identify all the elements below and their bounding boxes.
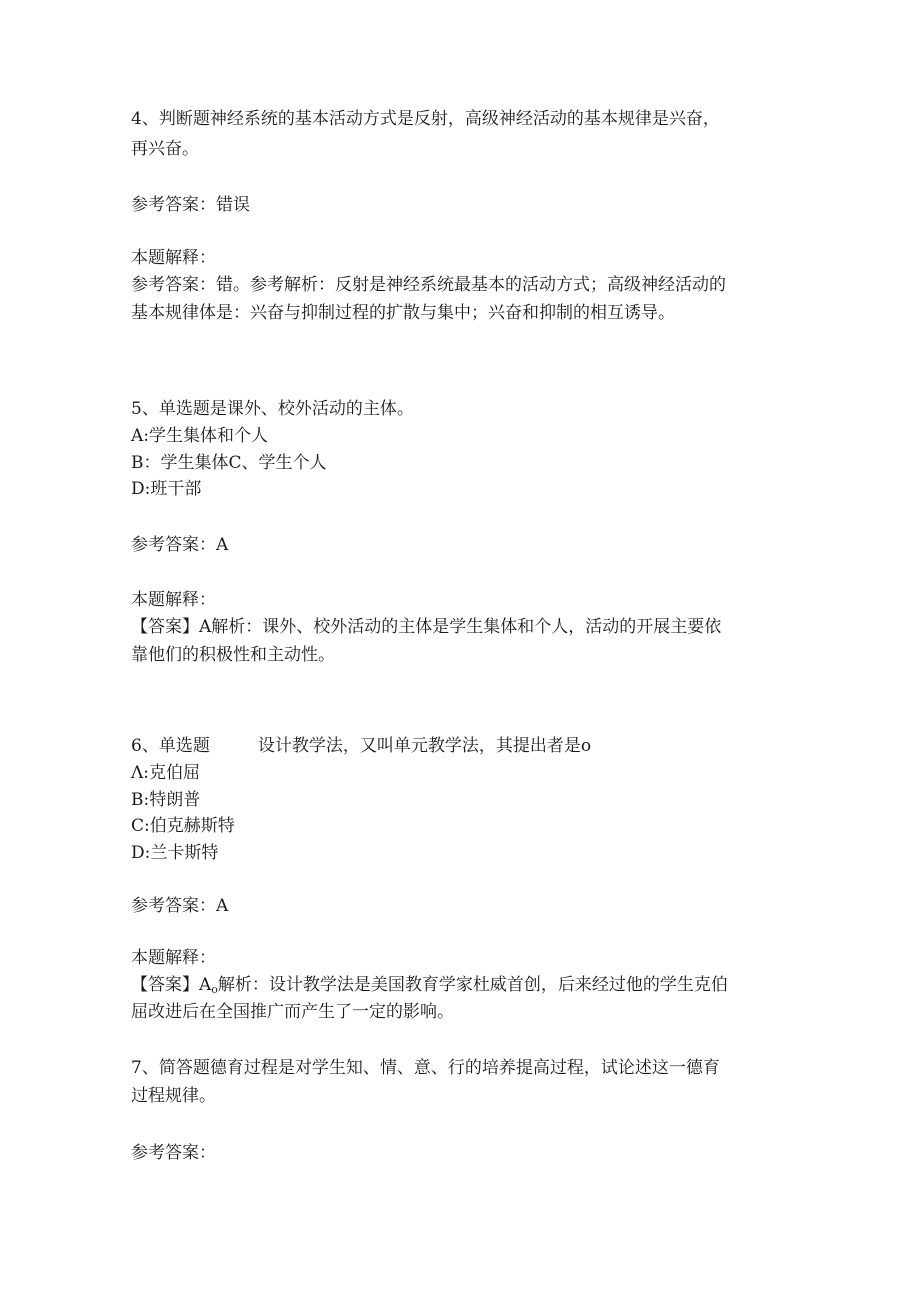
q7-answer: 参考答案： — [131, 1143, 216, 1163]
q6-explain-subscript: o — [211, 983, 218, 996]
q5-option-a: A:学生集体和个人 — [131, 426, 269, 446]
q5-option-bc: B：学生集体C、学生个人 — [131, 453, 327, 473]
q5-option-d: D:班干部 — [131, 479, 202, 499]
q5-question: 5、单选题是课外、校外活动的主体。 — [131, 399, 414, 419]
q5-explain-label: 本题解释： — [131, 590, 216, 610]
q7-question-line-1: 7、简答题德育过程是对学生知、情、意、行的培养提高过程，试论述这一德育 — [131, 1058, 720, 1078]
q6-question-text: 设计教学法，又叫单元教学法，其提出者是o — [257, 736, 592, 756]
q6-option-b: B:特朗普 — [131, 790, 201, 810]
q5-answer: 参考答案：A — [131, 535, 229, 555]
q6-option-d: D:兰卡斯特 — [131, 843, 219, 863]
q4-answer: 参考答案：错误 — [131, 195, 250, 215]
q6-option-c: C:伯克赫斯特 — [131, 816, 235, 836]
q6-option-a: Λ:克伯屈 — [131, 763, 201, 783]
q7-question-line-2: 过程规律。 — [131, 1086, 216, 1106]
q6-explain-label: 本题解释： — [131, 948, 216, 968]
q5-explain-line-2: 靠他们的积极性和主动性。 — [131, 645, 335, 665]
q6-explain-answer: 【答案】A — [131, 975, 212, 995]
q4-explain-line-2: 基本规律体是：兴奋与抑制过程的扩散与集中；兴奋和抑制的相互诱导。 — [131, 303, 675, 323]
q6-answer: 参考答案：A — [131, 896, 229, 916]
q6-explain-line-2: 屈改进后在全国推广而产生了一定的影响。 — [131, 1002, 454, 1022]
q4-question-line-2: 再兴奋。 — [131, 139, 199, 159]
q6-explain-text: 解析：设计教学法是美国教育学家杜威首创，后来经过他的学生克伯 — [217, 975, 728, 995]
q6-question — [131, 733, 591, 759]
q4-question-line-1: 4、判断题神经系统的基本活动方式是反射，高级神经活动的基本规律是兴奋， — [131, 109, 720, 129]
q4-explain-line-1: 参考答案：错。参考解析：反射是神经系统最基本的活动方式；高级神经活动的 — [131, 275, 726, 295]
q5-explain-line-1: 【答案】A解析：课外、校外活动的主体是学生集体和个人，活动的开展主要依 — [131, 617, 722, 637]
q6-question-prefix: 6、单选题 — [131, 736, 210, 756]
q4-explain-label: 本题解释： — [131, 248, 216, 268]
